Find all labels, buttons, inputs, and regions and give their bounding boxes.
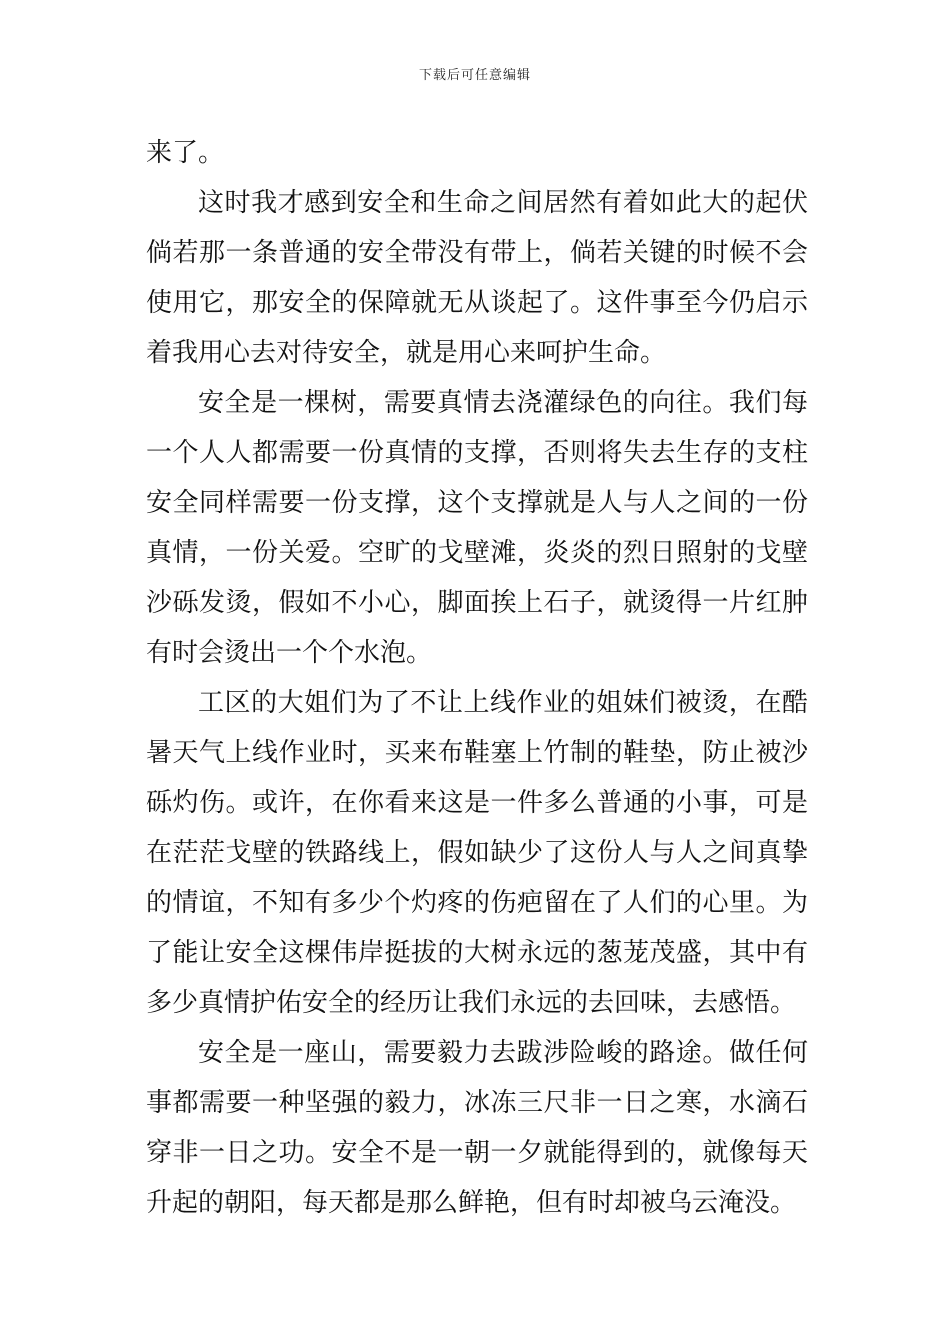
text-line: 事都需要一种坚强的毅力，冰冻三尺非一日之寒，水滴石 [146,1088,808,1118]
text-line: 来了。 [146,138,225,168]
paragraph [146,678,808,1028]
text-line: 有时会烫出一个个水泡。 [146,638,433,668]
text-line: 真情，一份关爱。空旷的戈壁滩，炎炎的烈日照射的戈壁 [146,538,808,568]
text-line: 一个人人都需要一份真情的支撑，否则将失去生存的支柱 [146,438,808,468]
document-body [146,128,808,1228]
paragraph [146,178,808,378]
text-line: 安全是一座山，需要毅力去跋涉险峻的路途。做任何 [198,1038,808,1068]
paragraph [146,1028,808,1228]
text-line: 砾灼伤。或许，在你看来这是一件多么普通的小事，可是 [146,788,808,818]
text-line: 这时我才感到安全和生命之间居然有着如此大的起伏 [198,188,808,218]
text-line: 暑天气上线作业时，买来布鞋塞上竹制的鞋垫，防止被沙 [146,738,808,768]
text-line: 着我用心去对待安全，就是用心来呵护生命。 [146,338,667,368]
text-line: 升起的朝阳，每天都是那么鲜艳，但有时却被乌云淹没。 [146,1188,797,1218]
text-line: 工区的大姐们为了不让上线作业的姐妹们被烫，在酷 [198,688,808,718]
text-line: 安全同样需要一份支撑，这个支撑就是人与人之间的一份 [146,488,808,518]
paragraph [146,128,808,178]
text-line: 穿非一日之功。安全不是一朝一夕就能得到的，就像每天 [146,1138,808,1168]
text-line: 在茫茫戈壁的铁路线上，假如缺少了这份人与人之间真挚 [146,838,808,868]
page-header: 下载后可任意编辑 [418,68,531,83]
text-line: 使用它，那安全的保障就无从谈起了。这件事至今仍启示 [146,288,808,318]
text-line: 安全是一棵树，需要真情去浇灌绿色的向往。我们每 [198,388,808,418]
text-line: 倘若那一条普通的安全带没有带上，倘若关键的时候不会 [146,238,808,268]
paragraph [146,378,808,678]
text-line: 多少真情护佑安全的经历让我们永远的去回味，去感悟。 [146,988,797,1018]
text-line: 了能让安全这棵伟岸挺拔的大树永远的葱茏茂盛，其中有 [146,938,808,968]
text-line: 沙砾发烫，假如不小心，脚面挨上石子，就烫得一片红肿 [146,588,808,618]
text-line: 的情谊，不知有多少个灼疼的伤疤留在了人们的心里。为 [146,888,808,918]
